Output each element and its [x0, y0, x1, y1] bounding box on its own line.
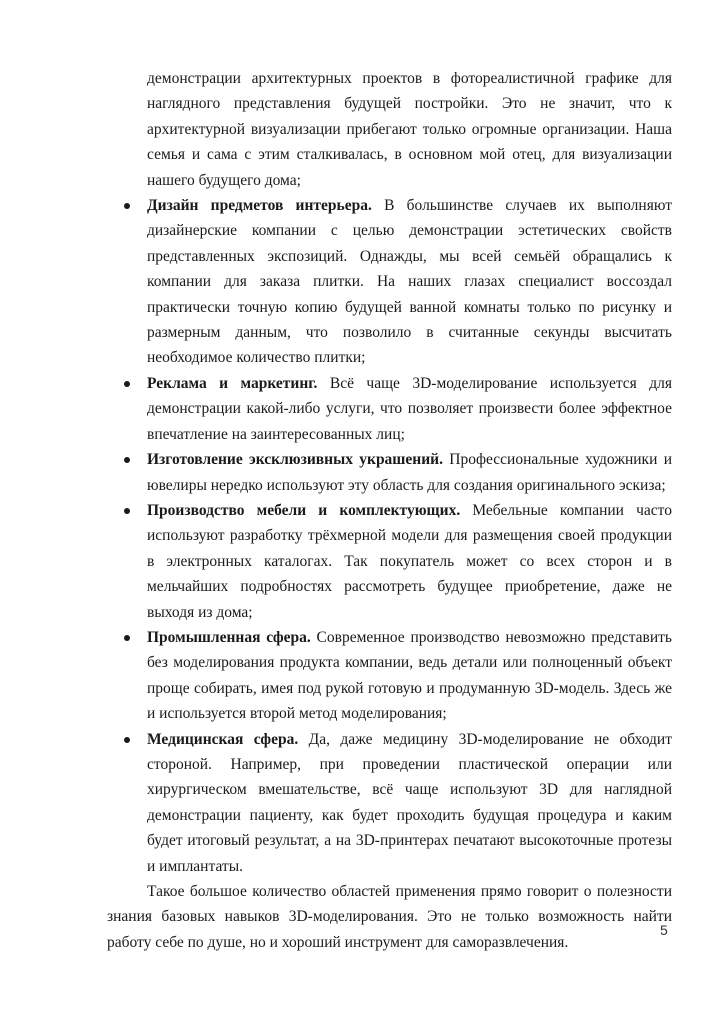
- bullet-icon: [124, 203, 130, 209]
- list-item-term: Дизайн предметов интерьера.: [147, 197, 372, 215]
- list-item-term: Производство мебели и комплектующих.: [147, 501, 461, 519]
- continuation-paragraph: демонстрации архитектурных проектов в фотореалистичной графике для наглядного представления будущей постройки. Это не значит, что к архитектурной визуализации прибегают только огромные организации. Наша семья и сама с этим сталкивалась, в основном мой отец, для визуализации нашего будущего дома;: [147, 70, 672, 189]
- list-item-term: Промышленная сфера.: [147, 628, 311, 646]
- list-item: [107, 498, 672, 625]
- list-item-term: Реклама и маркетинг.: [147, 374, 318, 392]
- page-number: 5: [660, 922, 668, 938]
- list-item-term: Изготовление эксклюзивных украшений.: [147, 451, 443, 469]
- list-item-text: В большинстве случаев их выполняют дизайнерские компании с целью демонстрации эстетических свойств представленных экспозиций. Однажды, мы всей семьёй обращались к компании для заказа плитки. На наших глазах специалист воссоздал практически точную копию будущей ванной комнаты только по рисунку и размерным данным, что позволило в считанные секунды высчитать необходимое количество плитки;: [147, 197, 672, 367]
- bullet-icon: [124, 635, 130, 641]
- list-item-term: Медицинская сфера.: [147, 730, 299, 748]
- list-item: [107, 625, 672, 727]
- list-item-text: Всё чаще 3D-моделирование используется для демонстрации какой-либо услуги, что позволяет произвести более эффектное впечатление на заинтересованных лиц;: [147, 374, 672, 443]
- bullet-icon: [124, 381, 130, 387]
- list-item: [107, 193, 672, 371]
- list-item: [107, 371, 672, 447]
- list-item: [107, 447, 672, 498]
- bullet-icon: [124, 457, 130, 463]
- list-item-text: Да, даже медицину 3D-моделирование не обходит стороной. Например, при проведении пластической операции или хирургическом вмешательстве, всё чаще используют 3D для наглядной демонстрации пациенту, как будет проходить будущая процедура и каким будет итоговый результат, а на 3D-принтерах печатают высокоточные протезы и имплантаты.: [147, 730, 672, 875]
- list-item-text: Профессиональные художники и ювелиры нередко используют эту область для создания оригинального эскиза;: [147, 451, 672, 494]
- page-content: [107, 66, 672, 955]
- list-item-text: Современное производство невозможно представить без моделирования продукта компании, ведь детали или полноценный объект проще собирать, имея под рукой готовую и продуманную 3D-модель. Здесь же и используется второй метод моделирования;: [147, 628, 672, 723]
- closing-paragraph: Такое большое количество областей применения прямо говорит о полезности знания базовых навыков 3D-моделирования. Это не только возможность найти работу себе по душе, но и хороший инструмент для саморазвлечения.: [107, 883, 672, 951]
- list-item-text: Мебельные компании часто используют разработку трёхмерной модели для размещения своей продукции в электронных каталогах. Так покупатель может со всех сторон и в мельчайших подробностях рассмотреть будущее приобретение, даже не выходя из дома;: [147, 501, 672, 621]
- application-areas-list: [107, 193, 672, 879]
- bullet-icon: [124, 737, 130, 743]
- bullet-icon: [124, 508, 130, 514]
- list-item: [107, 727, 672, 879]
